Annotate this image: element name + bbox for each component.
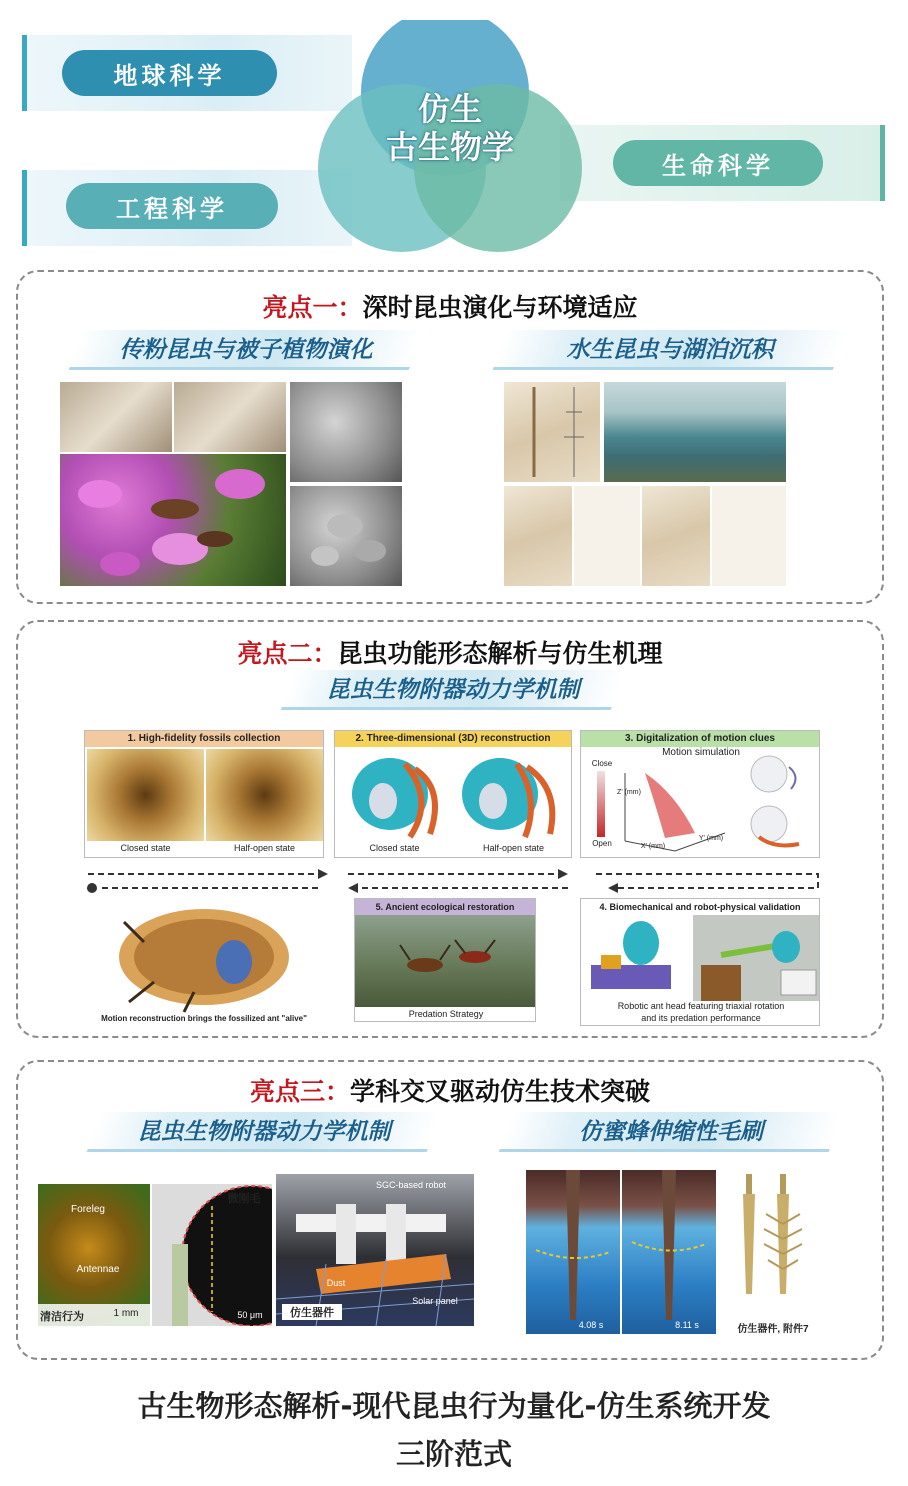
venn-center-title xyxy=(360,90,540,166)
antennae-label: Antennae xyxy=(76,1264,120,1275)
footer-paradigm-line1: 古生物形态解析-现代昆虫行为量化-仿生系统开发 xyxy=(137,1389,771,1423)
venn-center-line2: 古生物学 xyxy=(385,128,514,166)
life-science-pill: 生命科学 xyxy=(613,140,823,186)
water-brush-frame-1 xyxy=(526,1170,620,1334)
panel-fossil-ant-alive xyxy=(84,902,324,1030)
panel1-title: 1. High-fidelity fossils collection xyxy=(85,731,323,747)
panel2-caption-a: Closed state xyxy=(369,843,420,853)
panel1-caption-a: Closed state xyxy=(120,843,171,853)
header-bar-right-edge xyxy=(880,125,885,201)
aquatic-fossil-detail-a xyxy=(504,486,572,586)
ancient-lake-illustration xyxy=(604,382,786,482)
highlight1-section xyxy=(16,270,884,604)
sgc-robot-photo xyxy=(276,1174,474,1326)
panel-fossils-collection xyxy=(84,730,324,858)
highlight2-title xyxy=(18,634,882,670)
motion-x-axis-label: X' (mm) xyxy=(640,843,666,850)
highlight2-prefix: 亮点二： xyxy=(237,639,338,668)
motion-ant-head-sketches xyxy=(739,749,819,854)
aquatic-larva-drawing xyxy=(504,382,600,482)
pollen-sem-photo-a xyxy=(290,382,402,482)
dust-label: Dust xyxy=(326,1278,346,1288)
solar-panel-label: Solar panel xyxy=(412,1296,458,1306)
time-label-2: 8.11 s xyxy=(675,1320,699,1330)
water-brush-frame-2 xyxy=(622,1170,716,1334)
panel1-caption-b: Half-open state xyxy=(233,843,296,853)
highlight2-title-text: 昆虫功能形态解析与仿生机理 xyxy=(337,639,663,668)
motion-colorbar xyxy=(597,771,605,837)
aquatic-fossil-plate xyxy=(504,382,600,482)
panel4-caption-line1: Robotic ant head featuring triaxial rotation xyxy=(617,1001,785,1011)
venn-center-line1: 仿生 xyxy=(417,90,482,128)
cleaning-behavior-label: 清洁行为 xyxy=(40,1311,84,1323)
panel4-title: 4. Biomechanical and robot-physical validation xyxy=(599,902,801,912)
fossil-beetle-photo-b xyxy=(174,382,286,452)
panel2-title: 2. Three-dimensional (3D) reconstruction xyxy=(335,731,571,747)
earth-science-pill: 地球科学 xyxy=(62,50,277,96)
aquatic-fossil-drawing-a xyxy=(574,486,640,586)
ant-head-3d-models xyxy=(335,749,572,841)
predation-scene-photo xyxy=(355,915,536,1007)
highlight1-banner-right xyxy=(493,330,848,370)
foreleg-label: Foreleg xyxy=(71,1204,105,1215)
flower-petals-art xyxy=(60,454,286,586)
panel-motion-digitalization xyxy=(580,730,820,858)
device-label-2: 仿生器件, 附件7 xyxy=(737,1324,809,1335)
motion-z-axis-label: Z' (mm) xyxy=(617,789,641,796)
panel-biomechanical-validation xyxy=(580,898,820,1026)
bee-cleaning-photo xyxy=(38,1184,150,1326)
header-bar-left-lower-edge xyxy=(22,170,27,246)
microbristle-scale-label: 50 μm xyxy=(237,1310,263,1320)
highlight1-title xyxy=(18,288,882,324)
panel-3d-reconstruction xyxy=(334,730,572,858)
panel6-caption: Motion reconstruction brings the fossilized ant "alive" xyxy=(101,1014,307,1023)
panel5-caption: Predation Strategy xyxy=(408,1009,484,1019)
highlight3-section xyxy=(16,1060,884,1360)
highlight2-banner xyxy=(281,670,626,710)
panel3-subtitle: Motion simulation xyxy=(662,747,740,758)
highlight1-title-text: 深时昆虫演化与环境适应 xyxy=(362,293,638,322)
header-bar-left-edge xyxy=(22,35,27,111)
fossil-ant-illustration xyxy=(84,902,324,1014)
panel4-caption-line2: and its predation performance xyxy=(641,1013,761,1023)
footer-paradigm-line2: 三阶范式 xyxy=(395,1437,512,1471)
device-label-1: 仿生器件 xyxy=(282,1304,342,1320)
highlight3-banner-right xyxy=(499,1112,844,1152)
microbristle-sem-image xyxy=(152,1184,272,1326)
highlight1-banner-left xyxy=(69,330,424,370)
pollen-grains-art xyxy=(290,486,402,586)
time-label-1: 4.08 s xyxy=(578,1320,604,1330)
brush-frame-2-art xyxy=(622,1170,716,1334)
highlight3-banner-right-text: 仿蜜蜂伸缩性毛刷 xyxy=(579,1119,763,1145)
panel-ecological-restoration xyxy=(354,898,536,1022)
highlight3-prefix: 亮点三： xyxy=(249,1077,350,1106)
workflow-arrows xyxy=(18,862,886,902)
brush-frame-1-art xyxy=(526,1170,620,1334)
motion-y-axis-label: Y' (mm) xyxy=(698,835,724,842)
highlight1-banner-right-text: 水生昆虫与湖泊沉积 xyxy=(566,337,774,363)
highlight2-banner-text: 昆虫生物附器动力学机制 xyxy=(326,677,580,703)
amber-ant-halfopen-photo xyxy=(206,749,323,841)
highlight3-banner-left-text: 昆虫生物附器动力学机制 xyxy=(137,1119,391,1145)
highlight3-banner-left xyxy=(87,1112,442,1152)
pollinator-flower-illustration xyxy=(60,454,286,586)
robot-validation-art xyxy=(581,915,820,1001)
predation-ants-art xyxy=(355,915,536,1007)
highlight3-title-text: 学科交叉驱动仿生技术突破 xyxy=(350,1077,651,1106)
panel3-title: 3. Digitalization of motion clues xyxy=(581,731,819,747)
fossil-beetle-photo-a xyxy=(60,382,172,452)
sgc-robot-label: SGC-based robot xyxy=(375,1180,447,1190)
highlight1-banner-left-text: 传粉昆虫与被子植物演化 xyxy=(119,337,373,363)
colorbar-close-label: Close xyxy=(591,759,613,768)
bee-scale-label: 1 mm xyxy=(113,1308,139,1319)
bee-brush-devices xyxy=(726,1174,816,1314)
pollen-sem-photo-b xyxy=(290,486,402,586)
highlight3-title xyxy=(18,1072,882,1108)
engineering-science-pill: 工程科学 xyxy=(66,183,278,229)
colorbar-open-label: Open xyxy=(592,839,612,848)
highlight1-prefix: 亮点一： xyxy=(262,293,363,322)
panel2-caption-b: Half-open state xyxy=(482,843,545,853)
aquatic-fossil-drawing-b xyxy=(712,486,786,586)
highlight2-section xyxy=(16,620,884,1038)
aquatic-fossil-detail-b xyxy=(642,486,710,586)
panel5-title: 5. Ancient ecological restoration xyxy=(355,899,535,915)
amber-ant-closed-photo xyxy=(87,749,204,841)
microbristle-label: 微刚毛 xyxy=(227,1193,261,1205)
